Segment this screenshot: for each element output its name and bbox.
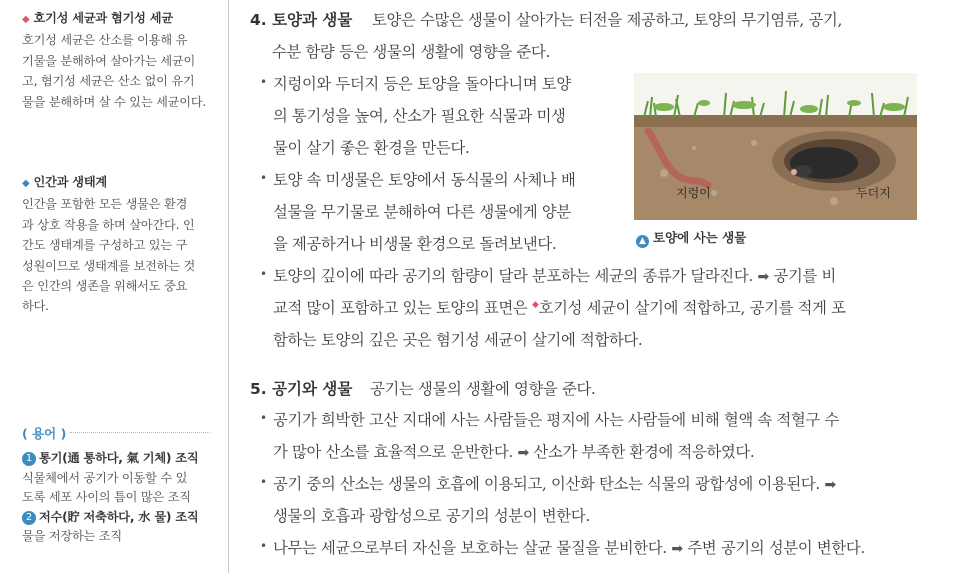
right-arrow-icon: ➡ [671,541,683,557]
note-aerobic [22,8,210,112]
column-divider [228,0,229,573]
figure-label-earthworm: 지렁이 [676,186,711,200]
paragraph-line: 지렁이와 두더지 등은 토양을 돌아다니며 토양 [273,75,571,93]
section-4-heading: 4. 토양과 생물 [250,11,353,29]
glossary-term: 2 저수(貯 저축하다, 水 물) 조직 [22,508,212,528]
paragraph-line: 토양 속 미생물은 토양에서 동식물의 사체나 배 [273,171,576,189]
figure-label-mole: 두더지 [856,186,891,200]
bullet-icon: • [260,475,268,489]
glossary-line: 도록 세포 사이의 틈이 많은 조직 [22,490,191,505]
glossary [22,449,212,547]
note-line: 인간을 포함한 모든 생물은 환경 [22,197,188,212]
paragraph-line: 교적 많이 포함하고 있는 토양의 표면은 ◆호기성 세균이 살기에 적합하고, 공기를 적게 포 [273,299,846,317]
bullet-icon: • [260,267,268,281]
number-badge-icon: 2 [22,511,36,525]
figure-caption: ▲ 토양에 사는 생물 [636,228,746,248]
bullet-icon: • [260,75,268,89]
note-line: 간도 생태계를 구성하고 있는 구 [22,238,188,253]
paragraph-line: 물이 살기 좋은 환경을 만든다. [273,139,470,157]
right-arrow-icon: ➡ [757,269,769,285]
note-ecosystem [22,172,210,317]
diamond-icon: ◆ [22,14,30,25]
bullet-icon: • [260,411,268,425]
paragraph-line: 설물을 무기물로 분해하여 다른 생물에게 양분 [273,203,571,221]
bullet-icon: • [260,171,268,185]
note-line: 성원이므로 생태계를 보전하는 것 [22,258,196,273]
paragraph-line: 의 통기성을 높여, 산소가 필요한 식물과 미생 [273,107,566,125]
paragraph-line: 을 제공하거나 비생물 환경으로 돌려보낸다. [273,235,557,253]
note-line: 호기성 세균은 산소를 이용해 유 [22,33,188,48]
right-arrow-icon: ➡ [517,445,529,461]
note-line: 물을 분해하며 살 수 있는 세균이다. [22,94,207,109]
number-badge-icon: 1 [22,452,36,466]
paragraph-line: 나무는 세균으로부터 자신을 보호하는 살균 물질을 분비한다. ➡ 주변 공기의 성분이 변한다. [273,539,865,557]
section-5-heading: 5. 공기와 생물 [250,380,353,398]
paragraph-line: 가 많아 산소를 효율적으로 운반한다. ➡ 산소가 부족한 환경에 적응하였다. [273,443,755,461]
note-title: ◆ 인간과 생태계 [22,175,107,189]
glossary-line: 식물체에서 공기가 이동할 수 있 [22,470,188,485]
right-arrow-icon: ➡ [824,477,836,493]
paragraph-line: 함하는 토양의 깊은 곳은 혐기성 세균이 살기에 적합하다. [273,331,643,349]
section-4-intro: 수분 함량 등은 생물의 생활에 영향을 준다. [272,43,551,61]
caret-up-icon: ▲ [636,235,649,248]
note-title: ◆ 호기성 세균과 혐기성 세균 [22,11,173,25]
section-5-intro: 공기는 생물의 생활에 영향을 준다. [370,380,596,398]
paragraph-line: 토양의 깊이에 따라 공기의 함량이 달라 분포하는 세균의 종류가 달라진다. ➡ 공기를 비 [273,267,836,285]
note-line: 고, 혐기성 세균은 산소 없이 유기 [22,74,195,89]
diamond-marker-icon: ◆ [532,300,539,310]
note-line: 은 인간의 생존을 위해서도 중요 [22,279,188,294]
note-line: 기물을 분해하여 살아가는 세균이 [22,53,196,68]
bullet-icon: • [260,539,268,553]
paragraph-line: 생물의 호흡과 광합성으로 공기의 성분이 변한다. [273,507,590,525]
sidebar [0,0,220,573]
note-line: 과 상호 작용을 하며 살아간다. 인 [22,217,195,232]
section-4-intro: 토양은 수많은 생물이 살아가는 터전을 제공하고, 토양의 무기염류, 공기, [372,11,843,29]
note-line: 하다. [22,299,49,314]
glossary-line: 물을 저장하는 조직 [22,529,122,544]
glossary-title: ( 용어 ) [22,426,67,441]
glossary-term: 1 통기(通 통하다, 氣 기체) 조직 [22,449,212,469]
glossary-divider [70,432,210,433]
paragraph-line: 공기가 희박한 고산 지대에 사는 사람들은 평지에 사는 사람들에 비해 혈액 속 적혈구 수 [273,411,840,429]
paragraph-line: 공기 중의 산소는 생물의 호흡에 이용되고, 이산화 탄소는 식물의 광합성에 이용된다. ➡ [273,475,836,493]
diamond-icon: ◆ [22,178,30,189]
